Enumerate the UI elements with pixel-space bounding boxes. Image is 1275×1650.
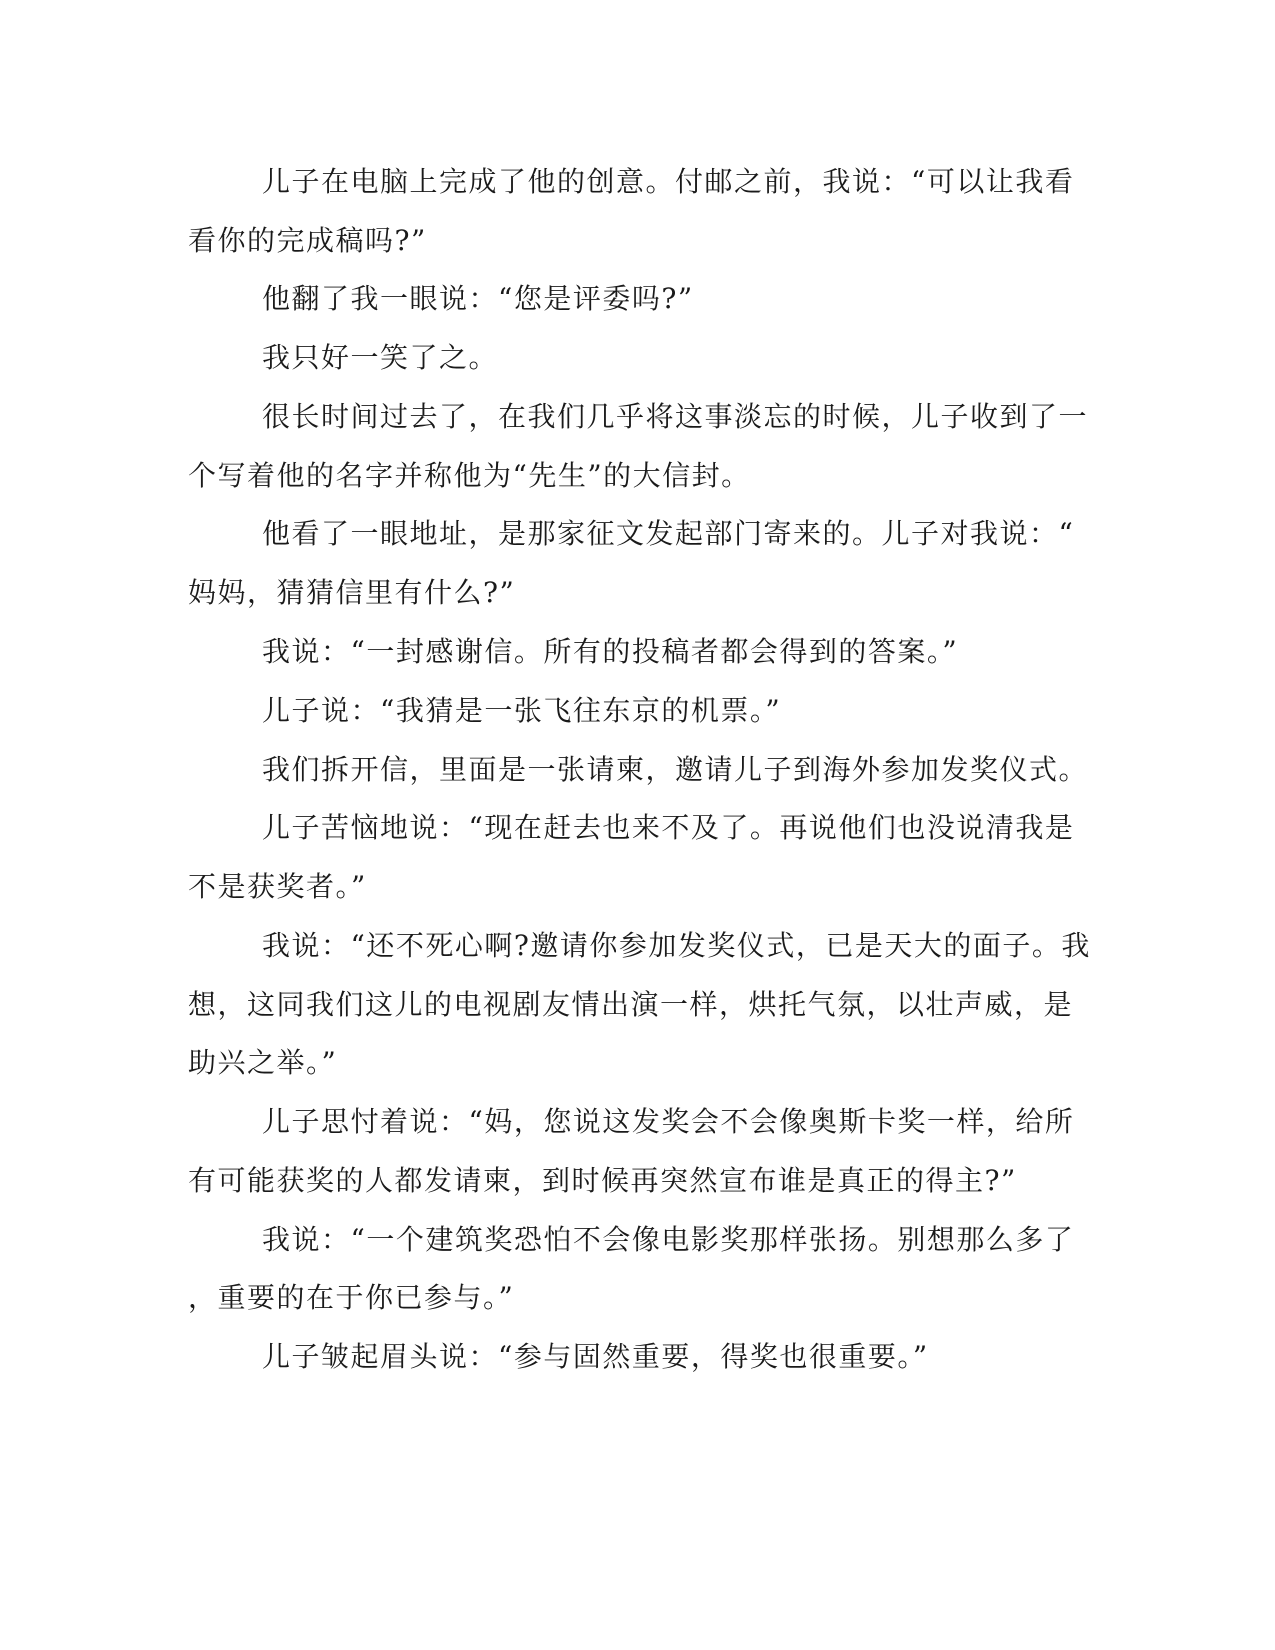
text-line: ，重要的在于你已参与。” <box>188 1281 515 1314</box>
text-line: 助兴之举。” <box>188 1046 338 1079</box>
text-line: 儿子皱起眉头说：“参与固然重要，得奖也很重要。” <box>262 1340 929 1373</box>
text-line: 很长时间过去了，在我们几乎将这事淡忘的时候，儿子收到了一 <box>262 400 1089 433</box>
text-line: 个写着他的名字并称他为“先生”的大信封。 <box>188 459 751 492</box>
text-line: 儿子思忖着说：“妈，您说这发奖会不会像奥斯卡奖一样，给所 <box>262 1105 1075 1138</box>
text-line: 看你的完成稿吗?” <box>188 224 427 257</box>
text-line: 他翻了我一眼说：“您是评委吗?” <box>262 282 694 315</box>
text-line: 我们拆开信，里面是一张请柬，邀请儿子到海外参加发奖仪式。 <box>262 753 1089 786</box>
text-line: 我说：“一个建筑奖恐怕不会像电影奖那样张扬。别想那么多了 <box>262 1223 1075 1256</box>
text-line: 我说：“还不死心啊?邀请你参加发奖仪式，已是天大的面子。我 <box>262 929 1091 962</box>
text-line: 我说：“一封感谢信。所有的投稿者都会得到的答案。” <box>262 635 959 668</box>
text-line: 儿子说：“我猜是一张飞往东京的机票。” <box>262 694 782 727</box>
text-line: 他看了一眼地址，是那家征文发起部门寄来的。儿子对我说：“ <box>262 517 1075 550</box>
text-line: 有可能获奖的人都发请柬，到时候再突然宣布谁是真正的得主?” <box>188 1164 1017 1197</box>
text-line: 想，这同我们这儿的电视剧友情出演一样，烘托气氛，以壮声威，是 <box>188 988 1074 1021</box>
text-line: 妈妈，猜猜信里有什么?” <box>188 576 516 609</box>
text-line: 我只好一笑了之。 <box>262 341 499 374</box>
text-line: 儿子苦恼地说：“现在赶去也来不及了。再说他们也没说清我是 <box>262 811 1075 844</box>
text-line: 不是获奖者。” <box>188 870 367 903</box>
text-line: 儿子在电脑上完成了他的创意。付邮之前，我说：“可以让我看 <box>262 165 1075 198</box>
